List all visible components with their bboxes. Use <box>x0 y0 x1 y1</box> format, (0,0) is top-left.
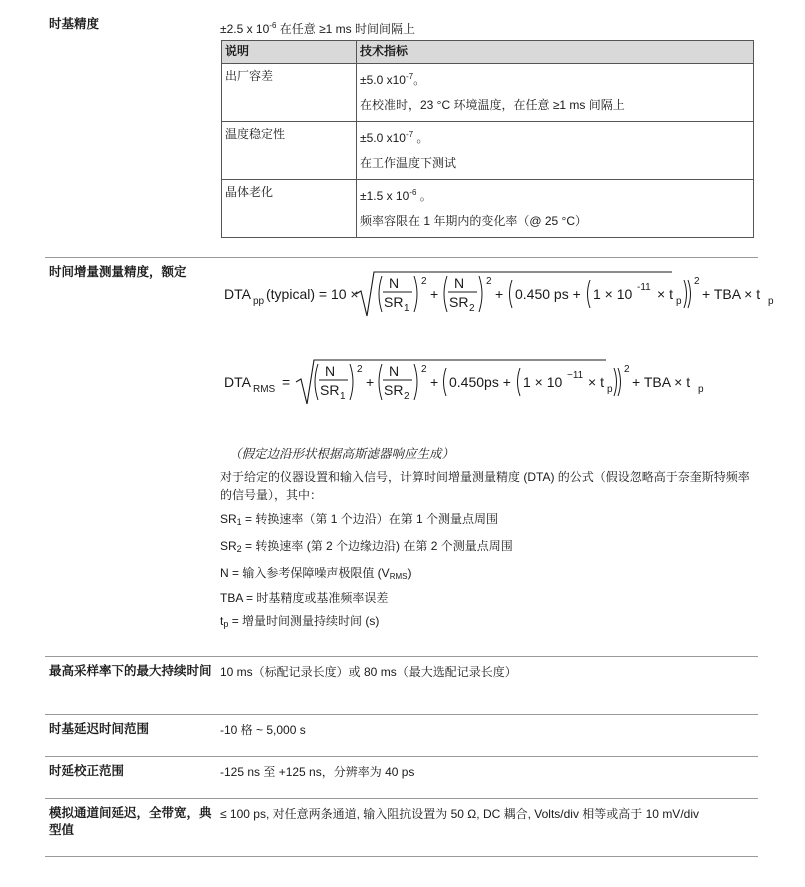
svg-text:SR: SR <box>449 294 469 310</box>
max-duration-label: 最高采样率下的最大持续时间 <box>49 664 212 678</box>
divider <box>45 856 758 857</box>
time-base-accuracy-label: 时基精度 <box>49 17 100 31</box>
svg-text:DTA: DTA <box>224 374 251 390</box>
dta-description: 对于给定的仪器设置和输入信号，计算时间增量测量精度 (DTA) 的公式（假设忽略高于奈奎斯特频率的信号量），其中： <box>220 470 750 502</box>
svg-text:× t: × t <box>588 374 604 390</box>
divider <box>45 714 758 715</box>
table-row <box>222 122 754 180</box>
svg-text:SR: SR <box>384 294 404 310</box>
formula-dta-rms <box>224 358 754 414</box>
svg-text:1: 1 <box>404 303 410 314</box>
svg-text:p: p <box>676 296 682 307</box>
svg-text:p: p <box>607 384 613 395</box>
table-header-row <box>222 41 754 64</box>
svg-text:+: + <box>366 374 375 390</box>
divider <box>45 257 758 258</box>
svg-text:+ TBA × t: + TBA × t <box>632 374 691 390</box>
svg-text:+ TBA × t: + TBA × t <box>702 286 761 302</box>
svg-text:0.450 ps +: 0.450 ps + <box>515 286 581 302</box>
spec-line-1-display: ±1.5 x $10^{-6}$ 。 <box>360 188 432 203</box>
deskew-range-label: 时延校正范围 <box>49 764 125 778</box>
svg-text:−11: −11 <box>567 370 584 381</box>
spec-line-1-display: ±5.0 $x10^{-7}$ 。 <box>360 130 429 145</box>
definition-tba: TBA = 时基精度或基准频率误差 <box>220 591 389 605</box>
spec-line-1-display: ±5.0 $x10^{-7}$。 <box>360 72 426 87</box>
definition-sr2: $SR_2$ = 转换速率 (第 2 个边缘边沿) 在第 2 个测量点周围 <box>220 539 513 554</box>
svg-text:2: 2 <box>624 364 630 375</box>
svg-text:p: p <box>768 296 774 307</box>
max-duration-value: 10 ms（标配记录长度）或 80 ms（最大选配记录长度） <box>220 665 517 679</box>
spec-line-2: 频率容限在 1 年期内的变化率（@ 25 °C） <box>360 214 588 228</box>
svg-text:2: 2 <box>357 364 363 375</box>
table-row <box>222 64 754 122</box>
svg-text:pp: pp <box>253 296 265 307</box>
svg-text:+: + <box>495 286 504 302</box>
svg-text:1 × 10: 1 × 10 <box>523 374 563 390</box>
time-base-spec-table <box>221 40 754 238</box>
table-cell-description: 晶体老化 <box>222 180 357 238</box>
svg-text:+: + <box>430 286 439 302</box>
svg-text:=: = <box>282 374 291 390</box>
formula-dta-typical <box>224 270 774 326</box>
svg-text:N: N <box>454 275 465 291</box>
gaussian-note: （假定边沿形状根据高斯滤器响应生成） <box>229 447 455 461</box>
svg-text:SR: SR <box>320 382 340 398</box>
table-cell-description: 温度稳定性 <box>222 122 357 180</box>
spec-line-2: 在工作温度下测试 <box>360 156 457 170</box>
svg-text:2: 2 <box>404 391 410 402</box>
svg-text:N: N <box>325 363 336 379</box>
svg-text:N: N <box>389 363 400 379</box>
deskew-range-value: -125 ns 至 +125 ns，分辨率为 40 ps <box>220 765 415 779</box>
svg-text:RMS: RMS <box>253 384 276 395</box>
divider <box>45 798 758 799</box>
time-base-delay-value: -10 格 ~ 5,000 s <box>220 723 306 737</box>
table-row <box>222 180 754 238</box>
divider <box>45 656 758 657</box>
svg-text:-11: -11 <box>637 282 651 293</box>
svg-text:2: 2 <box>421 364 427 375</box>
channel-delay-value: ≤ 100 ps, 对任意两条通道, 输入阻抗设置为 50 Ω, DC 耦合, Volts/div 相等或高于 10 mV/div <box>220 807 699 821</box>
svg-text:2: 2 <box>469 303 475 314</box>
time-base-accuracy-display: ±2.5 x $10^{-6}$ 在任意 ≥1 ms 时间间隔上 <box>220 21 416 36</box>
svg-text:SR: SR <box>384 382 404 398</box>
table-header-specification: 技术指标 <box>357 41 754 64</box>
svg-text:p: p <box>698 384 704 395</box>
channel-delay-label: 模拟通道间延迟，全带宽，典型值 <box>49 806 212 837</box>
table-cell-specification <box>357 64 754 122</box>
svg-text:DTA: DTA <box>224 286 251 302</box>
svg-text:N: N <box>389 275 400 291</box>
svg-text:1: 1 <box>340 391 346 402</box>
definition-sr1: $SR_1$ = 转换速率（第 1 个边沿）在第 1 个测量点周围 <box>220 512 499 527</box>
definition-n: N = 输入参考保障噪声极限值 $(V_{RMS})$ <box>220 566 412 581</box>
table-cell-specification <box>357 180 754 238</box>
table-header-description: 说明 <box>222 41 357 64</box>
delta-time-accuracy-label: 时间增量测量精度，额定 <box>49 265 187 279</box>
divider <box>45 756 758 757</box>
svg-text:0.450ps +: 0.450ps + <box>449 374 511 390</box>
svg-text:2: 2 <box>486 276 492 287</box>
time-base-accuracy-value <box>220 18 415 37</box>
spec-line-2: 在校准时，23 °C 环境温度，在任意 ≥1 ms 间隔上 <box>360 98 625 112</box>
svg-text:(typical) = 10 ×: (typical) = 10 × <box>266 286 359 302</box>
table-cell-description: 出厂容差 <box>222 64 357 122</box>
svg-text:1 × 10: 1 × 10 <box>593 286 633 302</box>
svg-text:+: + <box>430 374 439 390</box>
table-cell-specification <box>357 122 754 180</box>
svg-text:2: 2 <box>421 276 427 287</box>
time-base-delay-label: 时基延迟时间范围 <box>49 722 150 736</box>
definition-tp: $t_p$ = 增量时间测量持续时间 (s) <box>220 614 380 629</box>
svg-text:× t: × t <box>657 286 673 302</box>
svg-text:2: 2 <box>694 276 700 287</box>
